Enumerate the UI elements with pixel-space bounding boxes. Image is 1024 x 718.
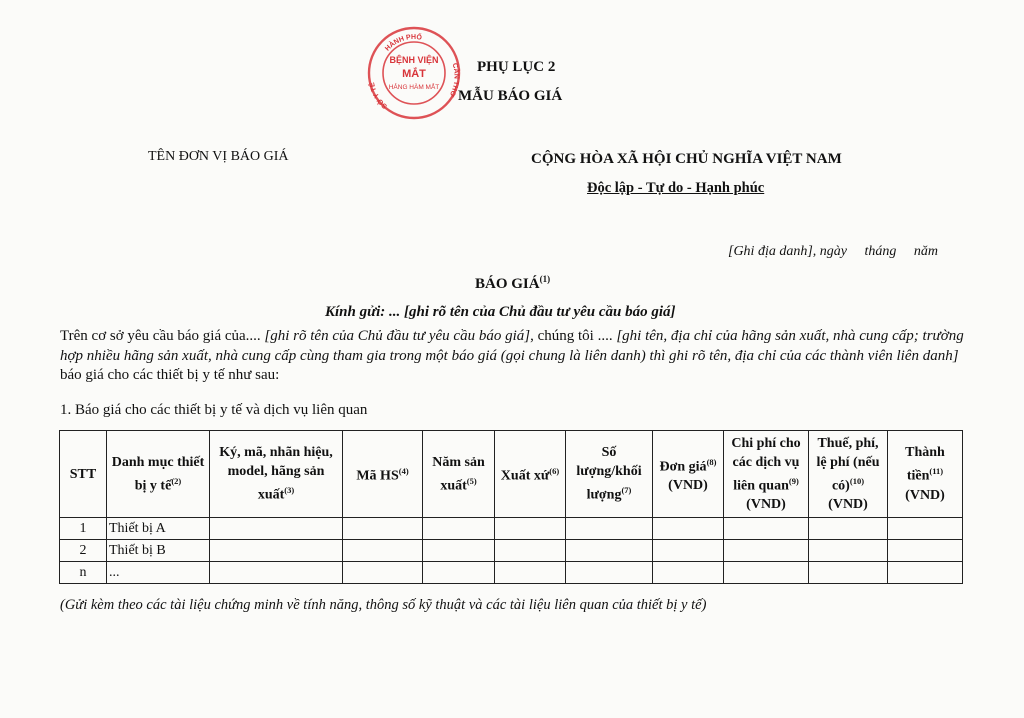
seal-top-text: HÀNH PHỐ bbox=[384, 33, 423, 53]
row-item: Thiết bị B bbox=[107, 540, 210, 562]
national-title: CỘNG HÒA XÃ HỘI CHỦ NGHĨA VIỆT NAM bbox=[531, 151, 842, 167]
row-item: Thiết bị A bbox=[107, 518, 210, 540]
seal-center-line1: BỆNH VIỆN bbox=[389, 55, 439, 65]
intro-part1: Trên cơ sở yêu cầu báo giá của.... bbox=[60, 328, 265, 344]
intro-part5: báo giá cho các thiết bị y tế như sau: bbox=[60, 367, 280, 383]
header-model: Ký, mã, nhãn hiệu, model, hãng sản xuất$^{(3)}$ bbox=[210, 431, 343, 518]
table-row bbox=[60, 562, 963, 584]
national-motto: Độc lập - Tự do - Hạnh phúc bbox=[587, 180, 765, 196]
document-title bbox=[475, 274, 550, 293]
row-item: ... bbox=[107, 562, 210, 584]
section-title: 1. Báo giá cho các thiết bị y tế và dịch vụ liên quan bbox=[60, 402, 368, 418]
row-stt: 1 bbox=[60, 518, 107, 540]
seal-right-text: CẦN THƠ bbox=[447, 62, 460, 98]
row-stt: 2 bbox=[60, 540, 107, 562]
header-device-list: Danh mục thiết bị y tế$^{(2)}$ bbox=[107, 431, 210, 518]
seal-center-line3: HẢNG HÀM MẮT bbox=[388, 84, 440, 91]
header-tax: Thuế, phí, lệ phí (nếu có)$^{(10)}$ (VND) bbox=[809, 431, 888, 518]
place-day-label: [Ghi địa danh], ngày bbox=[728, 244, 847, 259]
table-row bbox=[60, 540, 963, 562]
header-year: Năm sản xuất$^{(5)}$ bbox=[423, 431, 495, 518]
attachment-note: (Gửi kèm theo các tài liệu chứng minh về tính năng, thông số kỹ thuật và các tài liệu liên quan của thiết bị y tế) bbox=[60, 597, 707, 613]
table-row bbox=[60, 518, 963, 540]
recipient-line bbox=[325, 304, 676, 321]
intro-paragraph bbox=[60, 327, 970, 386]
quoting-unit-name: TÊN ĐƠN VỊ BÁO GIÁ bbox=[148, 149, 289, 164]
header-hs-code: Mã HS$^{(4)}$ bbox=[343, 431, 423, 518]
seal-center-line2: MẮT bbox=[402, 68, 426, 80]
header-quantity: Số lượng/khối lượng$^{(7)}$ bbox=[566, 431, 653, 518]
year-label: năm bbox=[913, 244, 939, 259]
seal-left-text: SỞ Y TẾ bbox=[368, 81, 389, 110]
template-title: MẪU BÁO GIÁ bbox=[458, 88, 563, 104]
place-date-line bbox=[728, 244, 952, 260]
intro-part3: , chúng tôi .... bbox=[530, 328, 617, 344]
header-service-cost: Chi phí cho các dịch vụ liên quan$^{(9)}$ (VND) bbox=[724, 431, 809, 518]
intro-part4: [ghi tên, địa chỉ của hãng sản xuất, nhà cung cấp; trường hợp nhiều hãng sản xuất, nhà cung cấp cùng tham gia trong một báo giá (gọi chung là liên danh) thì ghi rõ tên, địa chỉ của các thành viên liên danh] bbox=[60, 328, 964, 364]
intro-part2: [ghi rõ tên của Chủ đầu tư yêu cầu báo giá] bbox=[264, 328, 531, 344]
row-stt: n bbox=[60, 562, 107, 584]
header-unit-price: Đơn giá$^{(8)}$ (VND) bbox=[653, 431, 724, 518]
recipient-text: [ghi rõ tên của Chủ đầu tư yêu cầu báo giá] bbox=[404, 304, 676, 320]
month-label: tháng bbox=[864, 244, 897, 259]
quote-table bbox=[59, 430, 963, 584]
recipient-prefix: Kính gửi: ... bbox=[325, 304, 405, 320]
document-title-note: (1) bbox=[539, 274, 551, 284]
hospital-seal bbox=[366, 25, 462, 121]
table-header-row bbox=[60, 431, 963, 518]
appendix-label: PHỤ LỤC 2 bbox=[477, 59, 556, 75]
document-title-text: BÁO GIÁ bbox=[475, 276, 540, 292]
header-total: Thành tiền$^{(11)}$ (VND) bbox=[888, 431, 963, 518]
header-stt: STT bbox=[60, 431, 107, 518]
header-origin: Xuất xứ$^{(6)}$ bbox=[495, 431, 566, 518]
